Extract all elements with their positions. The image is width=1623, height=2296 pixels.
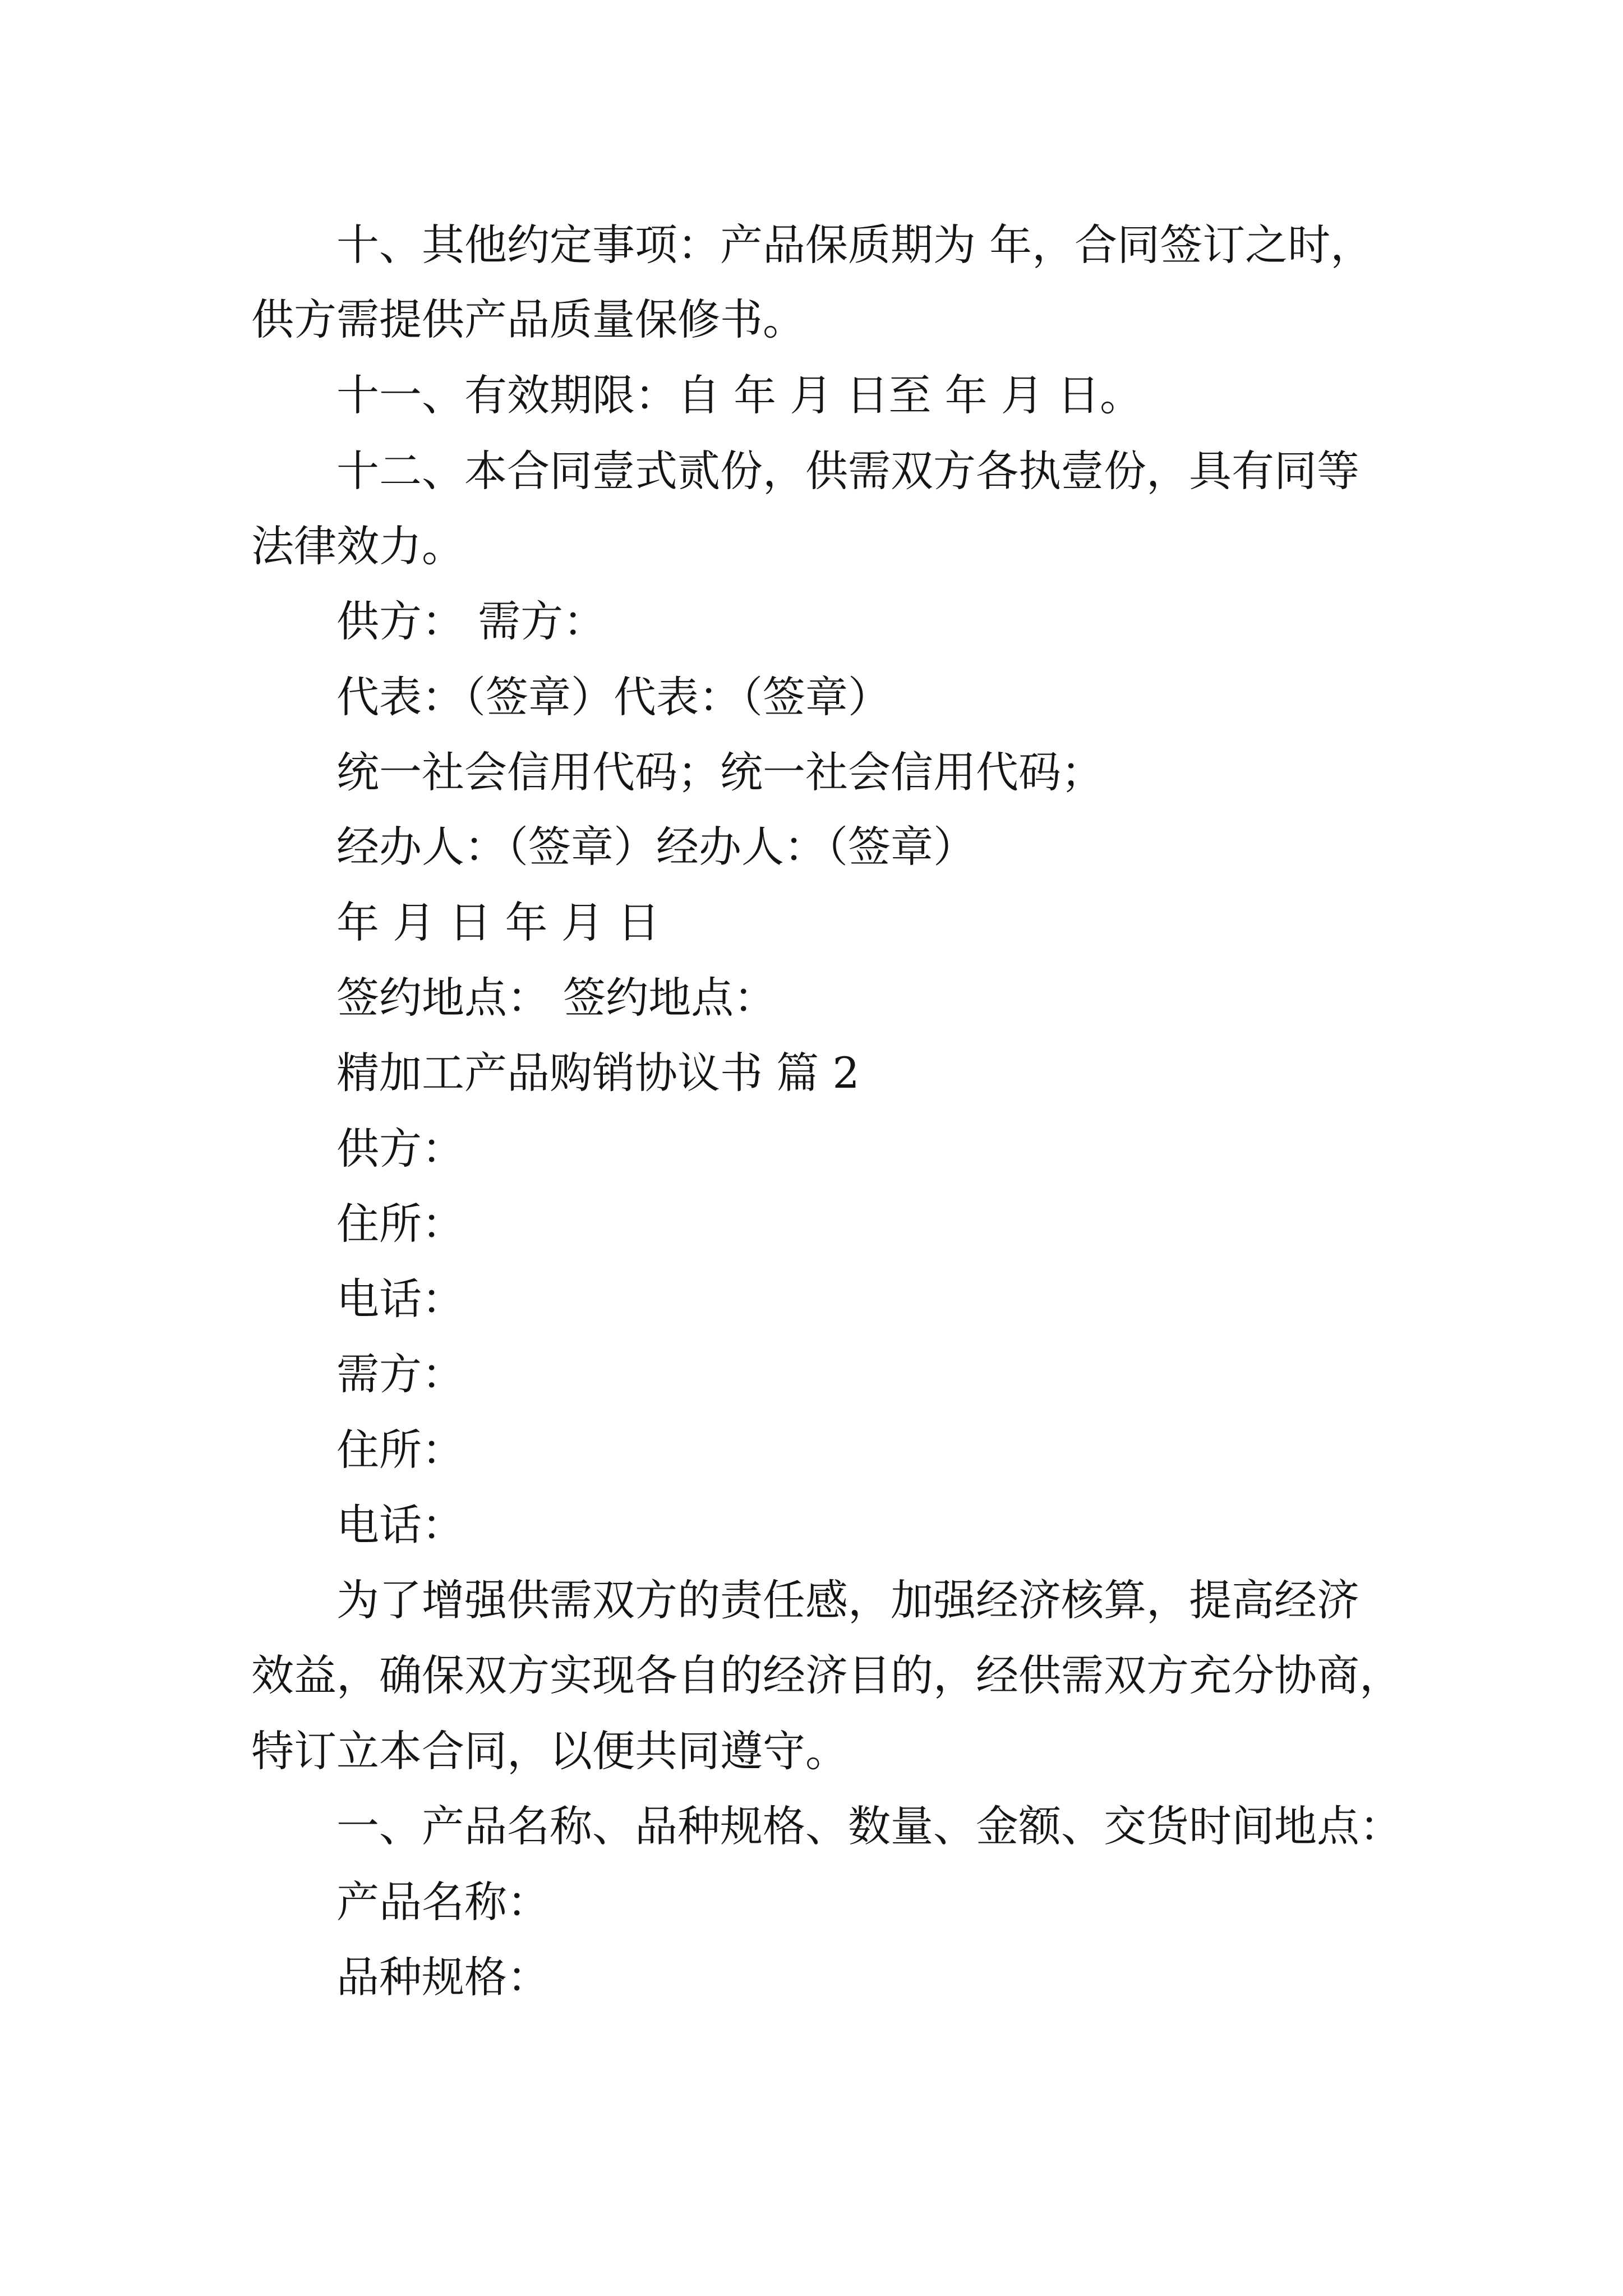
buyer-address-label: 住所： [336,1425,464,1475]
signature-places: 签约地点： 签约地点： [336,973,777,1023]
signature-handlers: 经办人：（签章）经办人：（签章） [336,822,976,872]
signature-parties: 供方： 需方： [336,596,606,646]
signature-representatives: 代表：（签章）代表：（签章） [336,672,891,722]
clause-12-line-2: 法律效力。 [251,521,464,571]
signature-dates: 年 月 日 年 月 日 [336,898,660,947]
signature-credit-codes: 统一社会信用代码；统一社会信用代码； [336,747,1104,797]
product-spec-label: 品种规格： [336,1952,550,2002]
supplier-label: 供方： [336,1124,464,1174]
clause-12-line-1: 十二、本合同壹式贰份，供需双方各执壹份，具有同等 [336,446,1359,496]
preamble-line-1: 为了增强供需双方的责任感，加强经济核算，提高经济 [336,1575,1359,1625]
clause-10-line-1: 十、其他约定事项：产品保质期为 年，合同签订之时， [336,220,1373,270]
preamble-line-3: 特订立本合同，以便共同遵守。 [251,1726,848,1776]
clause-10-line-2: 供方需提供产品质量保修书。 [251,295,805,344]
section-2-title: 精加工产品购销协议书 篇 2 [336,1048,860,1098]
supplier-phone-label: 电话： [336,1274,464,1324]
clause-11-validity: 十一、有效期限：自 年 月 日至 年 月 日。 [336,370,1142,420]
supplier-address-label: 住所： [336,1199,464,1249]
buyer-label: 需方： [336,1349,464,1399]
buyer-phone-label: 电话： [336,1500,464,1550]
product-name-label: 产品名称： [336,1877,550,1927]
preamble-line-2: 效益，确保双方实现各自的经济目的，经供需双方充分协商， [251,1650,1402,1700]
clause-1-heading: 一、产品名称、品种规格、数量、金额、交货时间地点： [336,1801,1402,1851]
